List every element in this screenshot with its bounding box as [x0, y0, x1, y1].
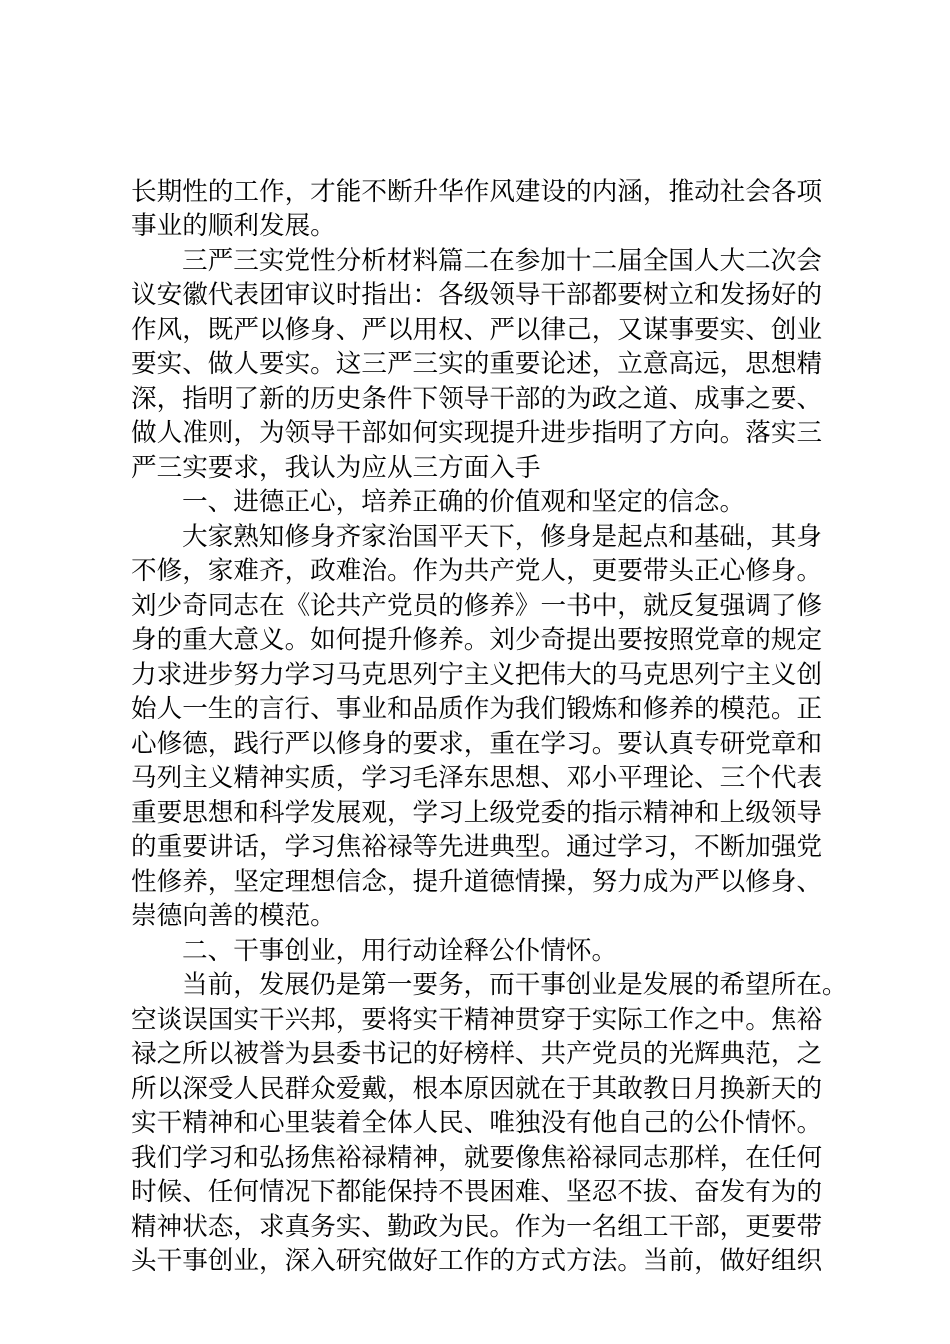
- body-text-line: 刘少奇同志在《论共产党员的修养》一书中，就反复强调了修: [131, 591, 823, 621]
- body-text-line: 做人准则，为领导干部如何实现提升进步指明了方向。落实三: [131, 418, 823, 448]
- body-text-line: 实干精神和心里装着全体人民、唯独没有他自己的公仆情怀。: [131, 1108, 823, 1138]
- body-text-line: 精神状态，求真务实、勤政为民。作为一名组工干部，更要带: [131, 1212, 823, 1242]
- body-text-line: 崇德向善的模范。: [131, 901, 336, 931]
- body-text-line: 禄之所以被誉为县委书记的好榜样、共产党员的光辉典范，之: [131, 1039, 823, 1069]
- section-heading: 一、进德正心，培养正确的价值观和坚定的信念。: [182, 487, 746, 517]
- body-text-line: 我们学习和弘扬焦裕禄精神，就要像焦裕禄同志那样，在任何: [131, 1143, 823, 1173]
- paragraph-start-line: 当前，发展仍是第一要务，而干事创业是发展的希望所在。: [182, 970, 848, 1000]
- body-text-line: 所以深受人民群众爱戴，根本原因就在于其敢教日月换新天的: [131, 1074, 823, 1104]
- body-text-line: 始人一生的言行、事业和品质作为我们锻炼和修养的模范。正: [131, 694, 823, 724]
- body-text-line: 事业的顺利发展。: [131, 211, 336, 241]
- body-text-line: 性修养，坚定理想信念，提升道德情操，努力成为严以修身、: [131, 867, 823, 897]
- body-text-line: 身的重大意义。如何提升修养。刘少奇提出要按照党章的规定: [131, 625, 823, 655]
- body-text-line: 力求进步努力学习马克思列宁主义把伟大的马克思列宁主义创: [131, 660, 823, 690]
- paragraph-start-line: 三严三实党性分析材料篇二在参加十二届全国人大二次会: [182, 246, 822, 276]
- body-text-line: 长期性的工作，才能不断升华作风建设的内涵，推动社会各项: [131, 177, 823, 207]
- body-text-line: 时候、任何情况下都能保持不畏困难、坚忍不拔、奋发有为的: [131, 1177, 823, 1207]
- body-text-line: 重要思想和科学发展观，学习上级党委的指示精神和上级领导: [131, 798, 823, 828]
- paragraph-start-line: 大家熟知修身齐家治国平天下，修身是起点和基础，其身: [182, 522, 822, 552]
- section-heading: 二、干事创业，用行动诠释公仆情怀。: [182, 936, 618, 966]
- body-text-line: 空谈误国实干兴邦，要将实干精神贯穿于实际工作之中。焦裕: [131, 1005, 823, 1035]
- body-text-line: 作风，既严以修身、严以用权、严以律己，又谋事要实、创业: [131, 315, 823, 345]
- body-text-line: 议安徽代表团审议时指出：各级领导干部都要树立和发扬好的: [131, 280, 823, 310]
- body-text-line: 马列主义精神实质，学习毛泽东思想、邓小平理论、三个代表: [131, 763, 823, 793]
- body-text-line: 头干事创业，深入研究做好工作的方式方法。当前，做好组织: [131, 1246, 823, 1276]
- body-text-line: 的重要讲话，学习焦裕禄等先进典型。通过学习，不断加强党: [131, 832, 823, 862]
- body-text-line: 深，指明了新的历史条件下领导干部的为政之道、成事之要、: [131, 384, 823, 414]
- body-text-line: 要实、做人要实。这三严三实的重要论述，立意高远，思想精: [131, 349, 823, 379]
- body-text-line: 心修德，践行严以修身的要求，重在学习。要认真专研党章和: [131, 729, 823, 759]
- body-text-line: 不修，家难齐，政难治。作为共产党人，更要带头正心修身。: [131, 556, 823, 586]
- body-text-line: 严三实要求，我认为应从三方面入手: [131, 453, 541, 483]
